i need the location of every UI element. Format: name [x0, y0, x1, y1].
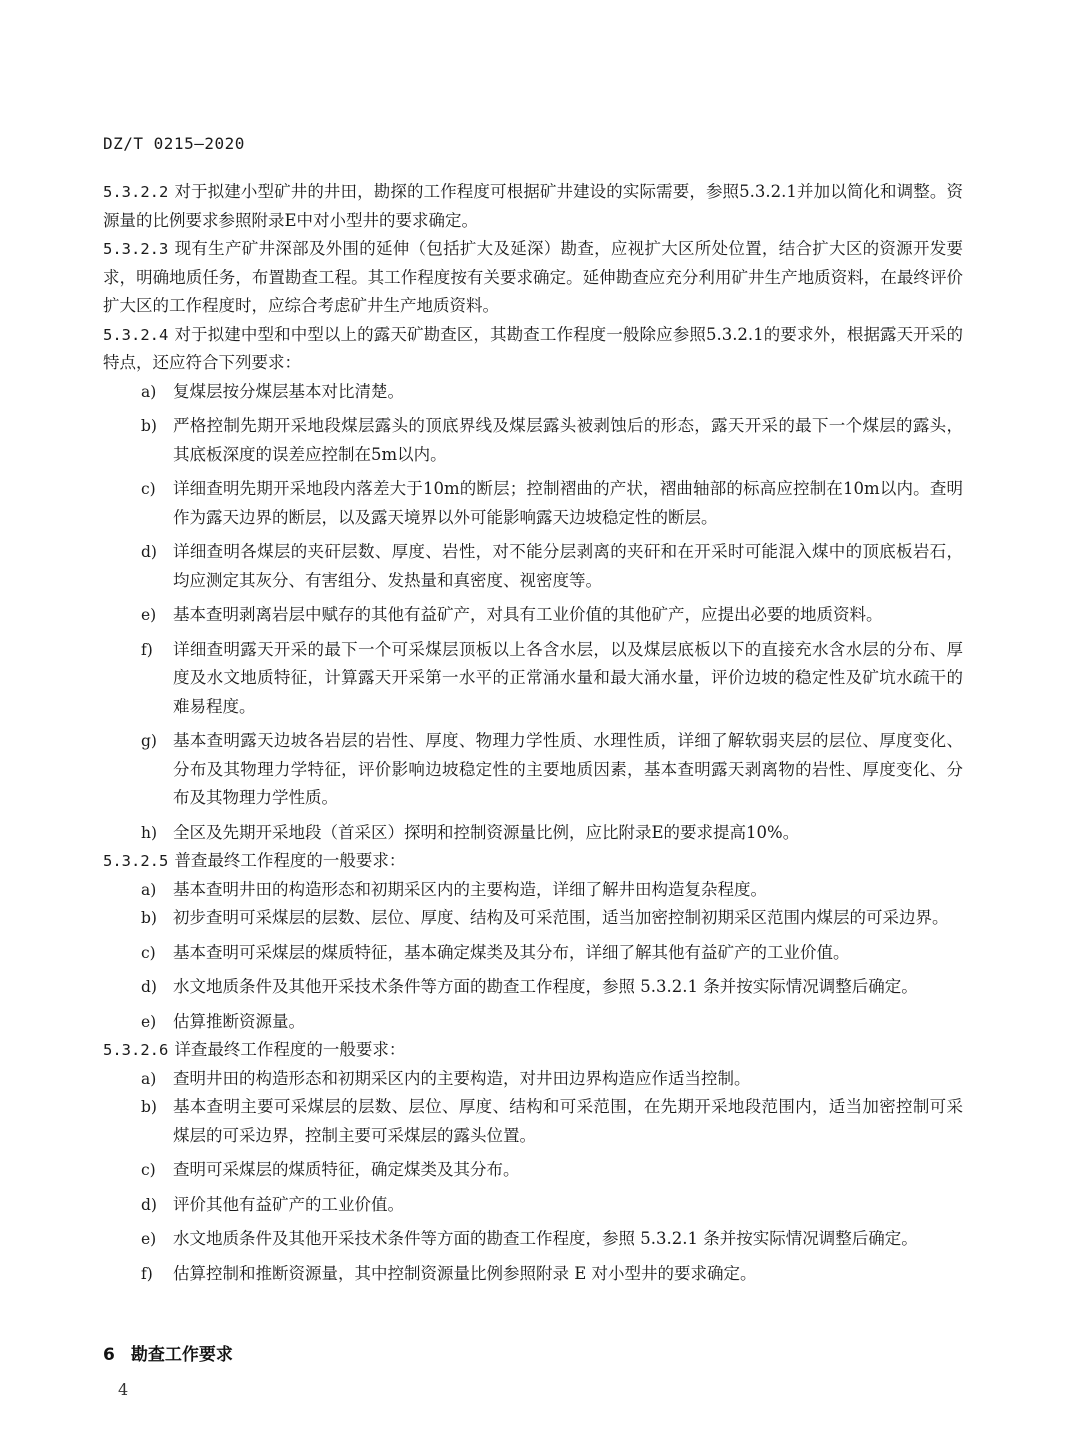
list-marker: e): [141, 1012, 157, 1031]
list-item-text: 详细查明各煤层的夹矸层数、厚度、岩性，对不能分层剥离的夹矸和在开采时可能混入煤中的顶底板岩石，均应测定其灰分、有害组分、发热量和真密度、视密度等。: [173, 542, 963, 590]
page-number: 4: [118, 1380, 129, 1399]
clause-5-3-2-4: [103, 321, 963, 378]
list-item-text: 基本查明可采煤层的煤质特征，基本确定煤类及其分布，详细了解其他有益矿产的工业价值。: [173, 942, 850, 962]
list-marker: f): [141, 1264, 153, 1283]
clause-number: 5.3.2.3: [103, 240, 169, 258]
list-item-text: 详细查明先期开采地段内落差大于10m的断层；控制褶曲的产状，褶曲轴部的标高应控制在10m以内。查明作为露天边界的断层，以及露天境界以外可能影响露天边坡稳定性的断层。: [173, 479, 963, 527]
list-marker: g): [141, 732, 157, 750]
clause-5-3-2-5: [103, 847, 963, 876]
list-item: [103, 904, 963, 933]
clause-number: 5.3.2.5: [103, 852, 169, 870]
clause-text: 对于拟建中型和中型以上的露天矿勘查区，其勘查工作程度一般除应参照5.3.2.1的要求外，根据露天开采的特点，还应符合下列要求：: [103, 324, 963, 372]
list-item: [103, 412, 963, 469]
list-item-text: 查明可采煤层的煤质特征，确定煤类及其分布。: [173, 1160, 520, 1179]
list-item: [103, 973, 963, 1002]
list-item: [103, 1065, 963, 1094]
clause-5-3-2-3: [103, 235, 963, 321]
list-marker: b): [141, 1098, 157, 1116]
section-number: 6: [103, 1345, 115, 1365]
list-marker: b): [141, 909, 157, 927]
list-marker: c): [141, 480, 156, 498]
list-item-text: 估算推断资源量。: [173, 1011, 305, 1031]
list-item-text: 复煤层按分煤层基本对比清楚。: [173, 381, 404, 401]
list-item: [103, 939, 963, 968]
list-marker: a): [141, 1069, 157, 1088]
clause-5-3-2-6: [103, 1036, 963, 1065]
page-body: [103, 178, 963, 1288]
list-item: [103, 1008, 963, 1037]
list-item-text: 基本查明主要可采煤层的层数、层位、厚度、结构和可采范围，在先期开采地段范围内，适当加密控制可采煤层的可采边界，控制主要可采煤层的露头位置。: [173, 1097, 963, 1145]
clause-text: 普查最终工作程度的一般要求：: [174, 851, 406, 870]
list-item-text: 估算控制和推断资源量，其中控制资源量比例参照附录 E 对小型井的要求确定。: [173, 1263, 757, 1283]
list-marker: c): [141, 1161, 156, 1179]
section-heading: [103, 1340, 233, 1365]
list-item: [103, 727, 963, 813]
list-item: [103, 538, 963, 595]
list-marker: h): [141, 823, 158, 842]
list-item: [103, 1093, 963, 1150]
clause-text: 详查最终工作程度的一般要求：: [174, 1040, 406, 1059]
list-item-text: 详细查明露天开采的最下一个可采煤层顶板以上各含水层，以及煤层底板以下的直接充水含水层的分布、厚度及水文地质特征，计算露天开采第一水平的正常涌水量和最大涌水量，评价边坡的稳定性及矿坑水疏干的难易程度。: [173, 639, 963, 716]
list-marker: a): [141, 880, 157, 899]
list-marker: f): [141, 640, 153, 659]
list-item: [103, 1191, 963, 1220]
list-item: [103, 378, 963, 407]
list-item-text: 基本查明露天边坡各岩层的岩性、厚度、物理力学性质、水理性质，详细了解软弱夹层的层位、厚度变化、分布及其物理力学特征，评价影响边坡稳定性的主要地质因素，基本查明露天剥离物的岩性、厚度变化、分布及其物理力学性质。: [173, 731, 963, 807]
list-marker: e): [141, 1230, 157, 1248]
list-marker: d): [141, 1195, 157, 1214]
clause-5-3-2-2: [103, 178, 963, 235]
list-item-text: 初步查明可采煤层的层数、层位、厚度、结构及可采范围，适当加密控制初期采区范围内煤层的可采边界。: [173, 908, 949, 927]
clause-number: 5.3.2.2: [103, 183, 169, 201]
list-marker: c): [141, 943, 156, 962]
list-item-text: 水文地质条件及其他开采技术条件等方面的勘查工作程度，参照 5.3.2.1 条并按实际情况调整后确定。: [173, 977, 918, 996]
list-marker: d): [141, 978, 157, 996]
list-marker: b): [141, 417, 157, 435]
list-marker: e): [141, 606, 157, 624]
clause-number: 5.3.2.4: [103, 325, 169, 344]
clause-text: 现有生产矿井深部及外围的延伸（包括扩大及延深）勘查，应视扩大区所处位置，结合扩大区的资源开发要求，明确地质任务，布置勘查工程。其工作程度按有关要求确定。延伸勘查应充分利用矿井生产地质资料，在最终评价扩大区的工作程度时，应综合考虑矿井生产地质资料。: [103, 239, 963, 315]
list-item-text: 评价其他有益矿产的工业价值。: [173, 1194, 404, 1214]
list-item: [103, 876, 963, 905]
clause-text: 对于拟建小型矿井的井田，勘探的工作程度可根据矿井建设的实际需要，参照5.3.2.1并加以简化和调整。资源量的比例要求参照附录E中对小型井的要求确定。: [103, 182, 963, 230]
list-item-text: 水文地质条件及其他开采技术条件等方面的勘查工作程度，参照 5.3.2.1 条并按实际情况调整后确定。: [173, 1229, 918, 1248]
list-item-text: 基本查明剥离岩层中赋存的其他有益矿产，对具有工业价值的其他矿产，应提出必要的地质资料。: [173, 605, 883, 624]
list-item: [103, 601, 963, 630]
list-item: [103, 475, 963, 532]
list-marker: d): [141, 543, 157, 561]
clause-number: 5.3.2.6: [103, 1041, 169, 1059]
list-item-text: 基本查明井田的构造形态和初期采区内的主要构造，详细了解井田构造复杂程度。: [173, 879, 767, 899]
list-item-text: 全区及先期开采地段（首采区）探明和控制资源量比例，应比附录E的要求提高10%。: [173, 822, 800, 842]
section-title-text: 勘查工作要求: [130, 1345, 233, 1365]
list-item-text: 严格控制先期开采地段煤层露头的顶底界线及煤层露头被剥蚀后的形态，露天开采的最下一个煤层的露头，其底板深度的误差应控制在5m以内。: [173, 416, 963, 464]
list-marker: a): [141, 382, 157, 401]
list-item: [103, 1260, 963, 1289]
list-item: [103, 1156, 963, 1185]
list-item: [103, 636, 963, 722]
list-item-text: 查明井田的构造形态和初期采区内的主要构造，对井田边界构造应作适当控制。: [173, 1068, 751, 1088]
standard-code: DZ/T 0215—2020: [103, 134, 245, 153]
list-item: [103, 1225, 963, 1254]
list-item: [103, 819, 963, 848]
